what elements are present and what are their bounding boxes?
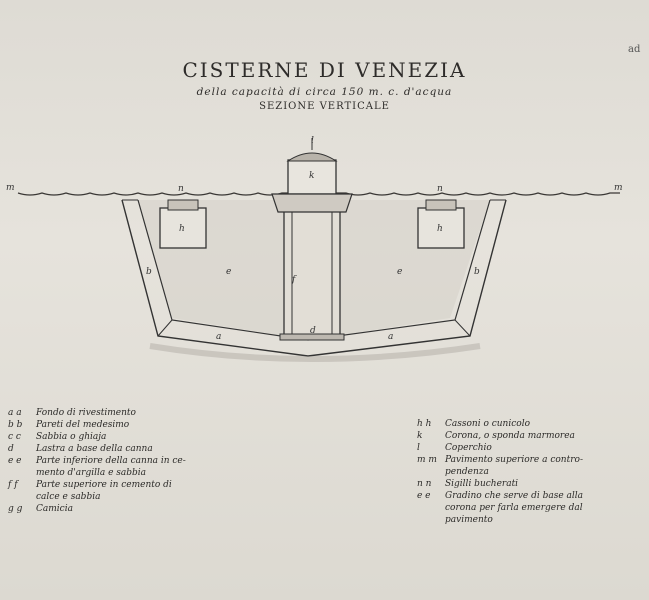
legend-text: Fondo di rivestimento [36, 408, 136, 418]
legend-text: Pareti del medesimo [36, 420, 130, 430]
legend-row [417, 490, 632, 502]
label-f: f [292, 275, 296, 285]
legend-text: Corona, o sponda marmorea [445, 431, 575, 441]
legend-text: Coperchio [445, 443, 492, 453]
legend-text: Parte superiore in cemento di [36, 480, 172, 490]
legend-key: n n [417, 479, 432, 489]
legend-key: d [8, 444, 14, 454]
legend-left [8, 407, 218, 515]
legend-row [8, 443, 218, 455]
label-h-right: h [437, 224, 443, 234]
legend-row [8, 419, 218, 431]
label-n-left: n [178, 184, 184, 194]
legend-key: h h [417, 419, 432, 429]
label-a-left: a [216, 332, 222, 342]
well-step [272, 194, 352, 212]
legend-row [417, 430, 632, 442]
legend-text: Cassoni o cunicolo [445, 419, 530, 429]
legend-row [417, 418, 632, 430]
legend-key [417, 514, 445, 526]
legend-key: e e [417, 491, 431, 501]
label-m-right: m [614, 183, 623, 193]
label-m-left: m [6, 183, 15, 193]
label-k: k [309, 171, 315, 181]
legend-key: l [417, 443, 420, 453]
legend-row [8, 467, 218, 479]
legend-key: c c [8, 432, 21, 442]
legend-row [8, 407, 218, 419]
legend-key: a a [8, 408, 22, 418]
legend-row [417, 478, 632, 490]
legend-text: mento d'argilla e sabbia [36, 468, 147, 478]
legend-key [417, 502, 445, 514]
label-e-left: e [226, 267, 232, 277]
legend-text: calce e sabbia [36, 492, 101, 502]
diagram-title: CISTERNE DI VENEZIA [182, 58, 467, 82]
legend-key [417, 466, 445, 478]
label-l: l [311, 136, 314, 146]
legend-text: Parte inferiore della canna in ce- [36, 456, 186, 466]
legend-key: f f [8, 480, 18, 490]
legend-text: Sigilli bucherati [445, 479, 519, 489]
legend-row [417, 442, 632, 454]
legend-row [417, 466, 632, 478]
section-caption: SEZIONE VERTICALE [259, 101, 390, 112]
soil-shading [150, 346, 480, 359]
legend-key [8, 491, 36, 503]
legend-key: m m [417, 455, 437, 465]
legend-key: b b [8, 420, 23, 430]
label-e-right: e [397, 267, 403, 277]
label-n-right: n [437, 184, 443, 194]
legend-key: g g [8, 504, 23, 514]
legend-row [8, 503, 218, 515]
label-h-left: h [179, 224, 185, 234]
legend-row [417, 454, 632, 466]
legend-text: corona per farla emergere dal [445, 503, 583, 513]
legend-key: e e [8, 456, 22, 466]
well-lid [288, 153, 336, 161]
legend-row [8, 431, 218, 443]
legend-key [8, 467, 36, 479]
label-a-right: a [388, 332, 394, 342]
legend-right [417, 418, 632, 526]
corner-mark: ad [628, 44, 641, 55]
legend-row [8, 491, 218, 503]
legend-row [417, 514, 632, 526]
legend-text: Gradino che serve di base alla [445, 491, 584, 501]
legend-text: Camicia [36, 504, 73, 514]
legend-row [417, 502, 632, 514]
legend-text: Pavimento superiore a contro- [445, 455, 583, 465]
legend-text: pavimento [445, 515, 493, 525]
legend-text: Lastra a base della canna [36, 444, 153, 454]
legend-row [8, 479, 218, 491]
label-b-right: b [474, 267, 480, 277]
label-b-left: b [146, 267, 152, 277]
label-d: d [310, 326, 316, 336]
legend-text: Sabbia o ghiaja [36, 432, 107, 442]
legend-key: k [417, 431, 423, 441]
legend-text: pendenza [445, 467, 489, 477]
diagram-subtitle: della capacità di circa 150 m. c. d'acqua [196, 86, 453, 98]
legend-row [8, 455, 218, 467]
